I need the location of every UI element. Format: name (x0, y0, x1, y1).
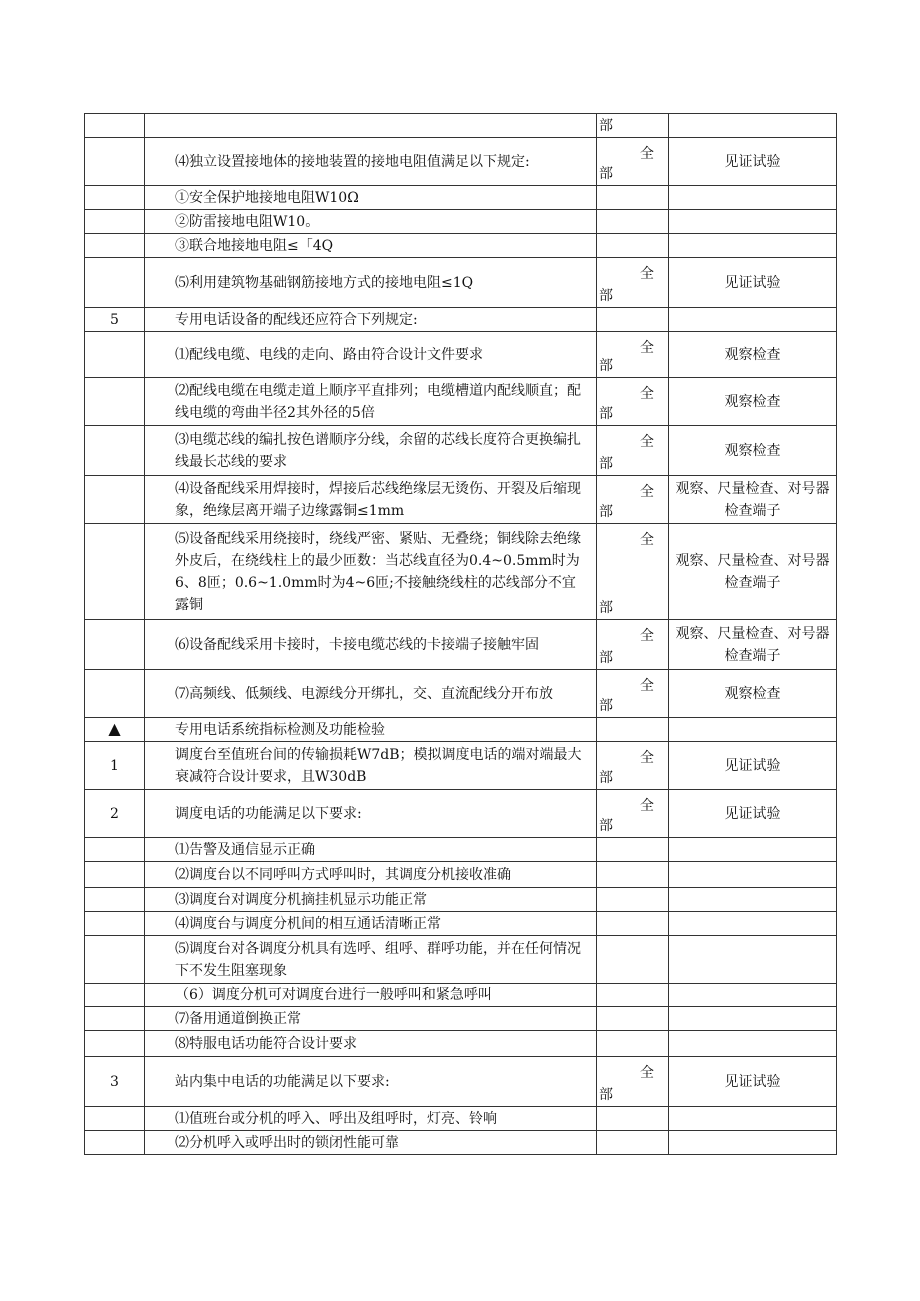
scope-text-bottom: 部 (599, 817, 613, 834)
inspection-method (669, 936, 837, 984)
row-number (85, 670, 145, 718)
inspection-scope (597, 718, 669, 742)
inspection-item-text: ⑴告警及通信显示正确 (175, 841, 315, 858)
inspection-method-text: 观察检查 (724, 346, 781, 363)
inspection-scope (597, 114, 669, 138)
inspection-table (84, 113, 837, 1155)
inspection-item (145, 476, 597, 524)
inspection-method (669, 912, 837, 936)
inspection-scope (597, 138, 669, 186)
inspection-item-text: ⑺备用通道倒换正常 (175, 1010, 301, 1027)
inspection-scope (597, 524, 669, 620)
inspection-method-text: 观察检查 (724, 685, 781, 702)
inspection-scope (597, 476, 669, 524)
table-row (85, 742, 837, 790)
table-row (85, 186, 837, 210)
row-number (85, 332, 145, 378)
scope-text-bottom: 部 (599, 769, 613, 786)
inspection-item-text: 专用电话系统指标检测及功能检验 (175, 721, 385, 738)
table-row (85, 210, 837, 234)
inspection-method-text: 观察检查 (724, 393, 781, 410)
inspection-scope (597, 186, 669, 210)
inspection-item (145, 426, 597, 476)
row-number-text: 2 (110, 805, 119, 822)
scope-text-top: 全 (640, 339, 654, 356)
table-row (85, 912, 837, 936)
inspection-item (145, 138, 597, 186)
inspection-method-text: 见证试验 (724, 1073, 781, 1090)
triangle-marker-icon: ▲ (108, 719, 121, 738)
scope-text-top: 全 (640, 433, 654, 450)
inspection-method-text: 见证试验 (724, 757, 781, 774)
inspection-scope (597, 862, 669, 888)
inspection-method (669, 620, 837, 670)
inspection-item (145, 1031, 597, 1057)
table-row (85, 1007, 837, 1031)
inspection-item-text: （6）调度分机可对调度台进行一般呼叫和紧急呼叫 (175, 987, 492, 1003)
table-row (85, 114, 837, 138)
inspection-method (669, 234, 837, 258)
row-number (85, 138, 145, 186)
inspection-scope (597, 936, 669, 984)
inspection-item-text: 站内集中电话的功能满足以下要求: (175, 1073, 390, 1090)
row-number-text: 1 (110, 757, 119, 774)
scope-text-top: 全 (640, 265, 654, 282)
table-row (85, 1107, 837, 1131)
inspection-item (145, 670, 597, 718)
row-number (85, 742, 145, 790)
inspection-item-text: ⑵调度台以不同呼叫方式呼叫时，其调度分机接收准确 (175, 866, 511, 883)
row-number (85, 186, 145, 210)
inspection-scope (597, 912, 669, 936)
row-number (85, 524, 145, 620)
inspection-method (669, 210, 837, 234)
inspection-method (669, 742, 837, 790)
row-number (85, 912, 145, 936)
scope-text-top: 全 (640, 677, 654, 694)
table-row (85, 378, 837, 426)
inspection-item-text: ⑹设备配线采用卡接时，卡接电缆芯线的卡接端子接触牢固 (175, 636, 539, 653)
scope-text-top: 全 (640, 483, 654, 500)
inspection-item-text: ⑴配线电缆、电线的走向、路由符合设计文件要求 (175, 346, 483, 363)
inspection-method (669, 1007, 837, 1031)
table-row (85, 426, 837, 476)
inspection-scope (597, 1007, 669, 1031)
inspection-item (145, 838, 597, 862)
inspection-scope (597, 378, 669, 426)
inspection-item-text: ⑵配线电缆在电缆走道上顺序平直排列；电缆槽道内配线顺直；配线电缆的弯曲半径2其外径的5倍 (175, 382, 581, 421)
scope-text-top: 全 (640, 797, 654, 814)
table-body (85, 114, 837, 1155)
inspection-item-text: ⑻特服电话功能符合设计要求 (175, 1035, 357, 1052)
row-number-text: 5 (110, 311, 119, 328)
row-number (85, 234, 145, 258)
inspection-scope (597, 308, 669, 332)
inspection-method-text: 观察检查 (724, 442, 781, 459)
inspection-item (145, 912, 597, 936)
row-number (85, 258, 145, 308)
scope-text-bottom: 部 (599, 649, 613, 666)
inspection-item-text: 专用电话设备的配线还应符合下列规定: (175, 311, 418, 328)
inspection-method-text: 见证试验 (724, 805, 781, 822)
inspection-scope (597, 838, 669, 862)
inspection-scope (597, 742, 669, 790)
inspection-method (669, 1131, 837, 1155)
row-number (85, 378, 145, 426)
row-number (85, 620, 145, 670)
inspection-method (669, 332, 837, 378)
inspection-item-text: ⑸调度台对各调度分机具有选呼、组呼、群呼功能，并在任何情况下不发生阻塞现象 (175, 940, 581, 979)
inspection-method (669, 1057, 837, 1107)
inspection-item-text: ①安全保护地接地电阻W10Ω (175, 189, 359, 206)
scope-text-bottom: 部 (599, 405, 613, 422)
scope-text-bottom: 部 (599, 117, 613, 134)
inspection-method (669, 258, 837, 308)
inspection-item (145, 1107, 597, 1131)
inspection-item (145, 718, 597, 742)
table-row (85, 862, 837, 888)
table-row (85, 1131, 837, 1155)
inspection-method (669, 790, 837, 838)
inspection-item-text: ⑺高频线、低频线、电源线分开绑扎，交、直流配线分开布放 (175, 685, 553, 702)
inspection-method (669, 308, 837, 332)
inspection-scope (597, 258, 669, 308)
scope-text-top: 全 (640, 531, 654, 548)
inspection-item (145, 742, 597, 790)
inspection-scope (597, 620, 669, 670)
scope-text-top: 全 (640, 749, 654, 766)
inspection-item (145, 620, 597, 670)
inspection-method-text: 观察、尺量检查、对号器检查端子 (675, 480, 830, 519)
scope-text-top: 全 (640, 145, 654, 162)
inspection-method (669, 838, 837, 862)
row-number (85, 718, 145, 742)
inspection-item-text: ⑸设备配线采用绕接时，绕线严密、紧贴、无叠绕；铜线除去绝缘外皮后，在绕线柱上的最少匝数：当芯线直径为0.4~0.5mm时为6、8匝；0.6~1.0mm时为4~6匝;不接触绕线柱的芯线部分不宜露铜 (175, 530, 581, 613)
inspection-scope (597, 790, 669, 838)
inspection-method (669, 426, 837, 476)
scope-text-top: 全 (640, 627, 654, 644)
inspection-method (669, 670, 837, 718)
inspection-item-text: ⑷设备配线采用焊接时，焊接后芯线绝缘层无烫伤、开裂及后缩现象，绝缘层离开端子边缘露铜≤1mm (175, 480, 581, 519)
inspection-method (669, 476, 837, 524)
scope-text-bottom: 部 (599, 1086, 613, 1103)
table-row (85, 718, 837, 742)
inspection-item-text: ⑶调度台对调度分机摘挂机显示功能正常 (175, 891, 427, 908)
inspection-item-text: ②防雷接地电阻W10。 (175, 213, 320, 230)
scope-text-bottom: 部 (599, 287, 613, 304)
scope-text-top: 全 (640, 385, 654, 402)
row-number (85, 1131, 145, 1155)
inspection-scope (597, 1057, 669, 1107)
row-number (85, 862, 145, 888)
table-row (85, 670, 837, 718)
inspection-scope (597, 332, 669, 378)
table-row (85, 1057, 837, 1107)
inspection-scope (597, 670, 669, 718)
inspection-item (145, 234, 597, 258)
scope-text-top: 全 (640, 1064, 654, 1081)
inspection-scope (597, 888, 669, 912)
inspection-item (145, 210, 597, 234)
table-row (85, 1031, 837, 1057)
inspection-item (145, 258, 597, 308)
inspection-method (669, 862, 837, 888)
inspection-method (669, 1107, 837, 1131)
inspection-method (669, 888, 837, 912)
inspection-item (145, 862, 597, 888)
inspection-method-text: 见证试验 (724, 274, 781, 291)
scope-text-bottom: 部 (599, 455, 613, 472)
row-number (85, 1057, 145, 1107)
inspection-method (669, 186, 837, 210)
inspection-scope (597, 1031, 669, 1057)
inspection-item (145, 1007, 597, 1031)
scope-text-bottom: 部 (599, 599, 613, 616)
table-row (85, 138, 837, 186)
inspection-item (145, 114, 597, 138)
table-row (85, 984, 837, 1007)
row-number (85, 210, 145, 234)
scope-text-bottom: 部 (599, 697, 613, 714)
inspection-item-text: ③联合地接地电阻≤「4Q (175, 237, 334, 254)
inspection-item-text: ⑴值班台或分机的呼入、呼出及组呼时，灯亮、铃响 (175, 1110, 497, 1127)
inspection-scope (597, 234, 669, 258)
scope-text-bottom: 部 (599, 357, 613, 374)
inspection-item (145, 790, 597, 838)
table-row (85, 308, 837, 332)
inspection-item (145, 308, 597, 332)
inspection-method (669, 718, 837, 742)
inspection-item-text: 调度台至值班台间的传输损耗W7dB；模拟调度电话的端对端最大衰减符合设计要求，且W30dB (175, 746, 582, 785)
inspection-method-text: 见证试验 (724, 153, 781, 170)
inspection-item-text: ⑷独立设置接地体的接地装置的接地电阻值满足以下规定: (175, 153, 530, 170)
inspection-method-text: 观察、尺量检查、对号器检查端子 (675, 625, 830, 664)
inspection-method (669, 378, 837, 426)
row-number (85, 936, 145, 984)
inspection-item (145, 936, 597, 984)
scope-text-bottom: 部 (599, 503, 613, 520)
inspection-item (145, 1057, 597, 1107)
inspection-item-text: ⑷调度台与调度分机间的相互通话清晰正常 (175, 915, 441, 932)
inspection-item-text: ⑸利用建筑物基础钢筋接地方式的接地电阻≤1Q (175, 274, 474, 291)
inspection-item (145, 378, 597, 426)
inspection-method (669, 138, 837, 186)
row-number (85, 838, 145, 862)
inspection-item (145, 888, 597, 912)
inspection-method (669, 1031, 837, 1057)
inspection-scope (597, 426, 669, 476)
table-row (85, 838, 837, 862)
table-row (85, 476, 837, 524)
inspection-scope (597, 1131, 669, 1155)
row-number (85, 1007, 145, 1031)
inspection-method (669, 524, 837, 620)
inspection-method (669, 984, 837, 1007)
table-row (85, 332, 837, 378)
table-row (85, 620, 837, 670)
inspection-item-text: ⑶电缆芯线的编扎按色谱顺序分线，余留的芯线长度符合更换编扎线最长芯线的要求 (175, 431, 581, 470)
row-number (85, 426, 145, 476)
inspection-scope (597, 210, 669, 234)
row-number (85, 790, 145, 838)
row-number (85, 1031, 145, 1057)
inspection-scope (597, 984, 669, 1007)
row-number (85, 984, 145, 1007)
inspection-item (145, 524, 597, 620)
scope-text-bottom: 部 (599, 165, 613, 182)
inspection-item (145, 984, 597, 1007)
row-number (85, 308, 145, 332)
table-row (85, 790, 837, 838)
inspection-item-text: ⑵分机呼入或呼出时的锁闭性能可靠 (175, 1134, 399, 1151)
row-number (85, 476, 145, 524)
inspection-item (145, 186, 597, 210)
inspection-method-text: 观察、尺量检查、对号器检查端子 (675, 552, 830, 591)
inspection-method (669, 114, 837, 138)
inspection-scope (597, 1107, 669, 1131)
row-number (85, 888, 145, 912)
inspection-item (145, 1131, 597, 1155)
inspection-item-text: 调度电话的功能满足以下要求: (175, 805, 362, 822)
table-row (85, 936, 837, 984)
table-row (85, 258, 837, 308)
table-row (85, 888, 837, 912)
inspection-item (145, 332, 597, 378)
row-number (85, 114, 145, 138)
row-number (85, 1107, 145, 1131)
table-row (85, 234, 837, 258)
row-number-text: 3 (110, 1073, 119, 1090)
table-row (85, 524, 837, 620)
